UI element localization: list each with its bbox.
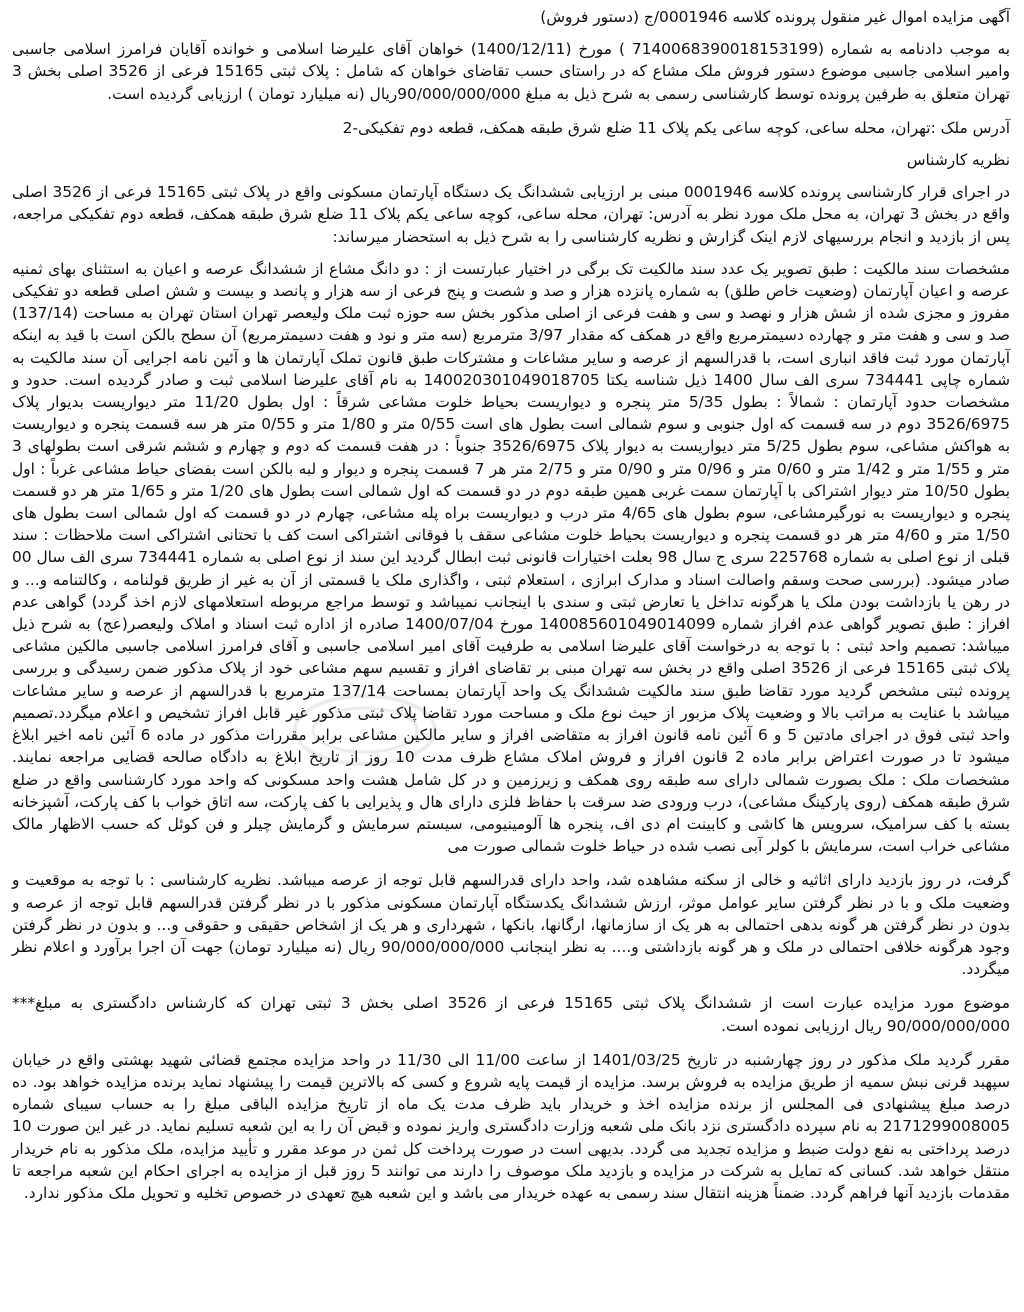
- deed-specs-paragraph: مشخصات سند مالکیت : طبق تصویر یک عدد سند مالکیت تک برگی در اختیار عبارتست از : دو دانگ مشاع از ششدانگ عرصه و اعیان به استثنای بهای ثمنیه عرصه و اعیان آپارتمان (وضعیت خاص طلق) به شماره پانزده هزار و صد و شصت و پنج فرعی از سه هزار و پانصد و بیست و شش اصلی قطعه دو تفکیکی مفروز و مجزی شده از شش هزار و نهصد و سی و هفت فرعی از اصلی مذکور بخش سه حوزه ثبت ملک ولیعصر تهران استان تهران به مساحت (137/14) صد و سی و هفت متر و چهارده دسیمترمربع واقع در همکف که مقدار 3/97 مترمربع (سه متر و نود و هفت دسیمترمربع) آن سطح بالکن است با قید به اینکه آپارتمان مورد ثبت فاقد انباری است، با قدرالسهم از عرصه و سایر مشاعات و مشترکات طبق قانون تملک آپارتمان ها و آئین نامه اجرایی آن سند مالکیت به شماره چاپی 734441 سری الف سال 1400 ذیل شناسه یکتا 140020301049018705 به نام آقای علیرضا اسلامی ثبت و صادر گردیده است. حدود و مشخصات حدود آپارتمان : شمالاً : بطول 5/35 متر پنجره و دیواریست بحیاط خلوت مشاعی شرقاً : اول بطول 11/20 متر دیواریست بدیوار پلاک 3526/6975 دوم در سه قسمت که اول جنوبی و سوم شمالی است بطول های است 0/55 متر و 1/80 متر و 0/55 متر هر سه قسمت پنجره و دیواریست به هواکش مشاعی، سوم بطول 5/25 متر دیواریست به دیوار پلاک 3526/6975 جنوباً : در هفت قسمت که دوم و چهارم و ششم شرقی است بطولهای 3 متر و 1/55 متر و 1/42 متر و 0/60 متر و 0/96 متر و 0/90 متر و 2/75 متر هر 7 قسمت پنجره و دیوار و لبه بالکن است بفضای حیاط مشاعی غرباً : اول بطول 10/50 متر دیوار اشتراکی با آپارتمان سمت غربی همین طبقه دوم در دو قسمت که اول شمالی است بطول های 1/20 متر و 1/65 متر هر دو قسمت پنجره و دیواریست به نورگیرمشاعی، سوم بطول های 4/65 متر درب و دیواریست براه پله مشاعی، چهارم در دو قسمت که اول شمالی است بطول های 1/50 متر و 4/60 متر هر دو قسمت پنجره و دیواریست بحیاط خلوت مشاعی سقف با فوقانی اشتراکی است کف با تحتانی اشتراکی است ملاحظات : سند قبلی از نوع اصلی به شماره 225768 سری ج سال 98 بعلت اختیارات قانونی ثبت ابطال گردید این سند از نوع اصلی به شماره 734441 سری الف سال 00 صادر میشود. (بررسی صحت وسقم واصالت اسناد و مدارک ابرازی ، استعلام ثبتی ، واگذاری ملک یا قسمتی از آن به غیر از طریق قولنامه ، وکالتنامه و... و در رهن یا بازداشت بودن ملک یا هرگونه تداخل یا تعارض ثبتی و سندی با اینجانب نمیباشد و توسط مراجع مربوطه استعلامهای لازم اخذ گردد) گواهی عدم افراز : طبق تصویر گواهی عدم افراز شماره 140085601049014099 مورخ 1400/07/04 صادره از اداره ثبت اسناد و املاک ولیعصر(عج) به شرح ذیل میباشد: تصمیم واحد ثبتی : با توجه به درخواست آقای علیرضا اسلامی به طرفیت آقای امیر اسلامی جاسبی و آقای فرامرز اسلامی جاسبی مالکین مشاعی پلاک ثبتی 15165 فرعی از 3526 اصلی واقع در بخش سه تهران مبنی بر تقاضای افراز و تقسیم سهم مشاعی خود از پلاک مذکور ضمن رسیدگی و بررسی پرونده ثبتی مشخص گردید مورد تقاضا طبق سند مالکیت ششدانگ یک واحد آپارتمان بمساحت 137/14 مترمربع با قدرالسهم از عرصه و سایر مشاعات میباشد با عنایت به مراتب بالا و وضعیت پلاک مزبور از حیث نوع ملک و مساحت مورد تقاضا پلاک ثبتی مذکور غیر قابل افراز تشخیص و اعلام میگردد.تصمیم واحد ثبتی فوق در اجرای مادتین 5 و 6 آئین نامه قانون افراز به متقاضی افراز و سایر مالکین مشاعی برابر مقررات مذکور در ماده 6 آئین نامه اخیر ابلاغ میشود تا در صورت اعتراض برابر ماده 2 قانون افراز و فروش املاک مشاع ظرف مدت 10 روز از تاریخ ابلاغ به دادگاه صالحه قضایی مراجعه نمایند. مشخصات ملک : ملک بصورت شمالی دارای سه طبقه روی همکف و زیرزمین و در کل شامل هشت واحد مسکونی که واحد مورد کارشناسی واقع در ضلع شرق طبقه همکف (روی پارکینگ مشاعی)، درب ورودی ضد سرقت با حفاظ فلزی دارای هال و پذیرایی با کف پارکت، سه اتاق خواب با کف پارکت، آشپزخانه بسته با کف سرامیک، سرویس ها کاشی و کابینت ام دی اف، پنجره ها آلومینیومی، سیستم سرمایش و گرمایش چیلر و فن کوئل که حسب الاظهار مالک مشاعی خراب است، سرمایش با کولر آبی نصب شده در حیاط خلوت شمالی صورت می: [12, 259, 1011, 856]
- notice-title: آگهی مزایده اموال غیر منقول پرونده کلاسه 0001946/ج (دستور فروش): [540, 8, 1010, 26]
- auction-subject-paragraph: موضوع مورد مزایده عبارت است از ششدانگ پلاک ثبتی 15165 فرعی از 3526 اصلی بخش 3 ثبتی تهران که کارشناس دادگستری به مبلغ*** 90/000/000/000 ریال ارزیابی نموده است.: [12, 994, 1010, 1035]
- expert-intro-paragraph: در اجرای قرار کارشناسی پرونده کلاسه 0001946 مبنی بر ارزیابی ششدانگ یک دستگاه آپارتمان مسکونی واقع در پلاک ثبتی 15165 فرعی از 3526 اصلی واقع در بخش 3 تهران، به محل ملک مورد نظر به آدرس: تهران، محله ساعی، کوچه ساعی یکم پلاک 11 ضلع شرق طبقه همکف، قطعه دوم تفکیکی مراجعه، پس از بازدید و انجام بررسیهای لازم اینک گزارش و نظریه کارشناسی را به شرح ذیل به استحضار میرساند:: [12, 183, 1010, 246]
- valuation-paragraph: گرفت، در روز بازدید دارای اثاثیه و خالی از سکنه مشاهده شد، واحد دارای قدرالسهم قابل توجه از عرصه میباشد. نظریه کارشناسی : با توجه به موقعیت و وضعیت ملک و با در نظر گرفتن سایر عوامل موثر، ارزش ششدانگ یکدستگاه آپارتمان مسکونی مذکور با در نظر گرفتن قدرالسهم قابل توجه از عرصه و بدون در نظر گرفتن هر گونه بدهی احتمالی به هر یک از سازمانها، ارگانها، بانکها ، شهرداری و هر یک از اشخاص حقیقی و حقوقی و... و بدون در نظر گرفتن وجود هرگونه خلافی احتمالی در ملک و هر گونه بازداشتی و.... به نظر اینجانب 90/000/000/000 ریال (نه میلیارد تومان) جهت آن اجرا برآورد و اعلام نظر میگردد.: [12, 871, 1010, 979]
- auction-terms-paragraph: مقرر گردید ملک مذکور در روز چهارشنبه در تاریخ 1401/03/25 از ساعت 11/00 الی 11/30 در واحد مزایده مجتمع قضائی شهید بهشتی واقع در خیابان سپهبد قرنی نبش سمیه از طریق مزایده به فروش برسد. مزایده از قیمت پایه شروع و کسی که بالاترین قیمت را پیشنهاد نماید برنده مزایده خواهد بود. ده درصد مبلغ پیشنهادی فی المجلس از برنده مزایده اخذ و خریدار باید ظرف مدت یک ماه از تاریخ مزایده الباقی مبلغ را به حساب سیبای شماره 2171299008005 به نام سپرده دادگستری نزد بانک ملی شعبه وزارت دادگستری واریز نموده و قبض آن را به این شعبه تسلیم نماید. در غیر این صورت 10 درصد پرداختی به نفع دولت ضبط و مزایده تجدید می گردد. بدیهی است در صورت پرداخت کل ثمن در موعد مقرر و تأیید مزایده، ملک مذکور به نام خریدار منتقل خواهد شد. کسانی که تمایل به شرکت در مزایده و بازدید ملک موصوف را دارند می توانند 5 روز قبل از مزایده به اجرای احکام این شعبه مراجعه تا مقدمات بازدید آنها فراهم گردد. ضمناً هزینه انتقال سند رسمی به عهده خریدار می باشد و این شعبه هیچ تعهدی در خصوص تخلیه و تحویل ملک مذکور ندارد.: [12, 1050, 1010, 1202]
- expert-heading: نظریه کارشناس: [906, 151, 1010, 170]
- property-address: آدرس ملک :تهران، محله ساعی، کوچه ساعی یکم پلاک 11 ضلع شرق طبقه همکف، قطعه دوم تفکیکی-2: [342, 118, 1010, 137]
- intro-paragraph: به موجب دادنامه به شماره (7140068390018153199 ) مورخ (1400/12/11) خواهان آقای علیرضا اسلامی و خوانده آقایان فرامرز اسلامی جاسبی وامیر اسلامی جاسبی موضوع دستور فروش ملک مشاع که در راستای حسب تقاضای خواهان که شامل : پلاک ثبتی 15165 فرعی از 3526 اصلی بخش 3 تهران متعلق به طرفین پرونده توسط کارشناسی رسمی به شرح ذیل به مبلغ 90/000/000/000ریال (نه میلیارد تومان ) ارزیابی گردیده است.: [12, 40, 1011, 103]
